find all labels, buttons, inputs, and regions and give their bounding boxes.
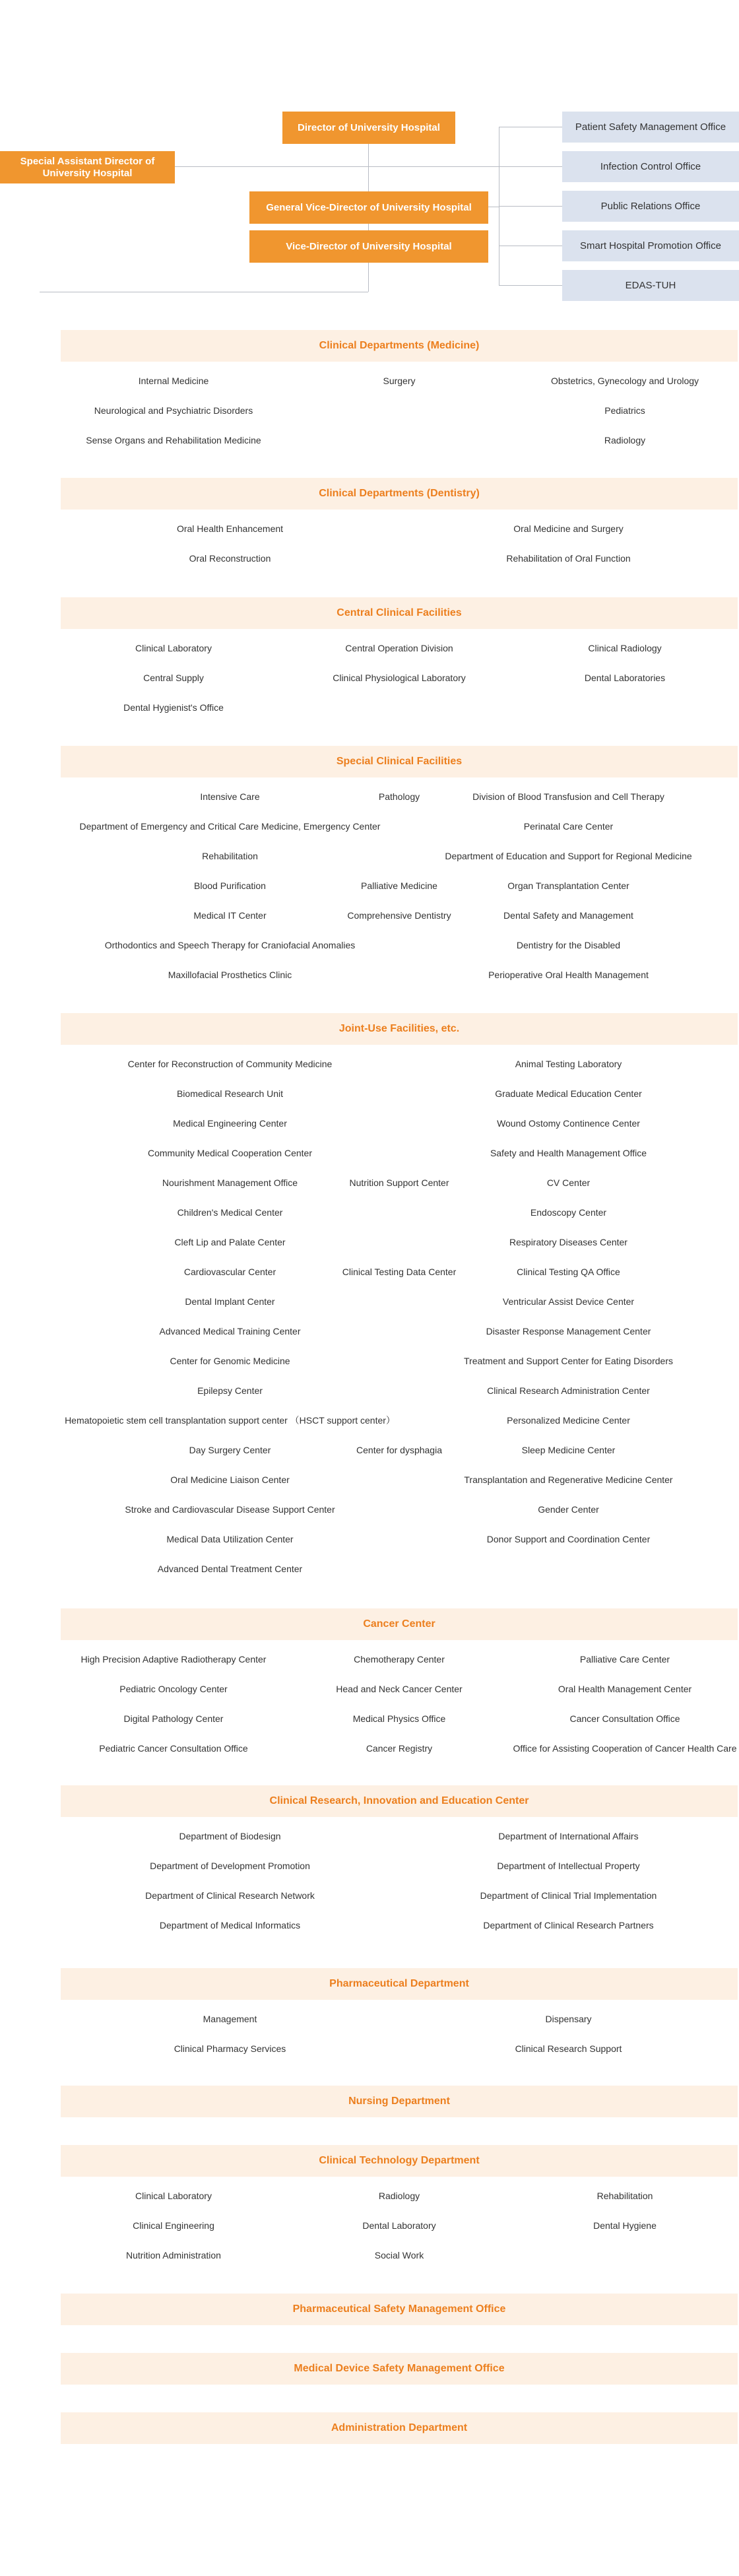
department-item[interactable]: Department of Medical Informatics [159, 1919, 301, 1931]
connector-line [499, 206, 562, 207]
department-item[interactable]: Clinical Physiological Laboratory [333, 672, 466, 683]
department-item[interactable]: Respiratory Diseases Center [509, 1236, 627, 1247]
department-item[interactable]: Sense Organs and Rehabilitation Medicine [86, 434, 261, 446]
section-6 [61, 1785, 738, 1940]
office-box[interactable] [562, 270, 739, 301]
office-label: Patient Safety Management Office [575, 121, 726, 133]
vice-director-box[interactable] [249, 230, 488, 263]
department-item[interactable]: Oral Health Management Center [558, 1683, 692, 1694]
department-item[interactable]: Oral Reconstruction [189, 552, 271, 564]
section-3 [61, 746, 738, 989]
department-item[interactable]: Medical Physics Office [352, 1713, 446, 1724]
department-item[interactable]: Pediatric Cancer Consultation Office [99, 1742, 248, 1754]
department-item[interactable]: Department of Clinical Research Partners [483, 1919, 654, 1931]
empty-cell [286, 692, 512, 722]
general-vice-director-box[interactable] [249, 191, 488, 224]
department-item[interactable]: Nourishment Management Office [162, 1177, 298, 1188]
department-item[interactable]: Clinical Research Support [515, 2043, 622, 2054]
department-item[interactable]: Rehabilitation [596, 2190, 653, 2201]
department-item[interactable]: Maxillofacial Prosthetics Clinic [168, 969, 292, 980]
department-item[interactable]: Dentistry for the Disabled [516, 939, 621, 950]
section-7 [61, 1968, 738, 2063]
director-label: Director of University Hospital [298, 121, 440, 133]
department-item[interactable]: Radiology [604, 434, 646, 446]
department-item[interactable]: Digital Pathology Center [123, 1713, 224, 1724]
department-item[interactable]: Disaster Response Management Center [486, 1325, 651, 1337]
department-item[interactable]: Transplantation and Regenerative Medicine Center [464, 1474, 673, 1485]
department-item[interactable]: Pathology [378, 791, 420, 802]
department-item[interactable]: Center for Genomic Medicine [170, 1355, 290, 1366]
department-item[interactable]: Nutrition Support Center [349, 1177, 449, 1188]
empty-cell [512, 692, 738, 722]
department-item[interactable]: Office for Assisting Cooperation of Cancer Health Care [513, 1742, 737, 1754]
office-label: Smart Hospital Promotion Office [580, 240, 721, 251]
department-item[interactable]: Dispensary [545, 2013, 592, 2024]
department-item[interactable]: Endoscopy Center [530, 1206, 607, 1218]
department-item[interactable]: Clinical Radiology [588, 642, 662, 653]
section-grid [61, 2004, 738, 2063]
department-item[interactable]: Clinical Pharmacy Services [174, 2043, 286, 2054]
section-header[interactable]: Clinical Research, Innovation and Education Center [61, 1785, 738, 1817]
department-item[interactable]: Oral Medicine and Surgery [513, 523, 624, 534]
section-grid [61, 781, 738, 989]
section-2 [61, 597, 738, 722]
department-item[interactable]: Cancer Consultation Office [569, 1713, 680, 1724]
section-10 [61, 2294, 738, 2325]
office-label: Infection Control Office [600, 161, 701, 172]
department-item[interactable]: Animal Testing Laboratory [515, 1058, 622, 1069]
section-grid [61, 1821, 738, 1940]
department-item[interactable]: Oral Medicine Liaison Center [170, 1474, 290, 1485]
section-header[interactable]: Clinical Departments (Medicine) [61, 330, 738, 362]
section-grid [61, 633, 738, 722]
department-item[interactable]: CV Center [546, 1177, 591, 1188]
department-item[interactable]: Rehabilitation [202, 850, 258, 861]
department-item[interactable]: Nutrition Administration [126, 2249, 221, 2261]
department-item[interactable]: Orthodontics and Speech Therapy for Craniofacial Anomalies [104, 939, 356, 950]
section-11 [61, 2353, 738, 2385]
section-grid [61, 513, 738, 573]
special-assistant-label: Special Assistant Director of University Hospital [20, 155, 155, 179]
department-item[interactable]: Central Operation Division [345, 642, 453, 653]
department-item[interactable]: Department of Development Promotion [150, 1860, 310, 1871]
department-item[interactable]: Donor Support and Coordination Center [486, 1533, 651, 1544]
office-box[interactable] [562, 112, 739, 143]
department-item[interactable]: Medical Data Utilization Center [166, 1533, 294, 1544]
section-header[interactable]: Clinical Technology Department [61, 2145, 738, 2177]
section-header[interactable]: Nursing Department [61, 2086, 738, 2117]
department-item[interactable]: Hematopoietic stem cell transplantation support center （HSCT support center） [65, 1414, 395, 1426]
department-item[interactable]: Department of Emergency and Critical Care Medicine, Emergency Center [79, 820, 381, 832]
department-item[interactable]: Dental Hygiene [593, 2220, 657, 2231]
department-item[interactable]: Social Work [374, 2249, 424, 2261]
department-item[interactable]: Perinatal Care Center [523, 820, 614, 832]
department-item[interactable]: Center for Reconstruction of Community Medicine [127, 1058, 333, 1069]
section-grid [61, 2181, 738, 2270]
section-header[interactable]: Cancer Center [61, 1608, 738, 1640]
department-item[interactable]: Stroke and Cardiovascular Disease Support Center [125, 1503, 335, 1515]
section-header[interactable]: Central Clinical Facilities [61, 597, 738, 629]
department-item[interactable]: Biomedical Research Unit [176, 1088, 284, 1099]
department-item[interactable]: Rehabilitation of Oral Function [506, 552, 631, 564]
department-item[interactable]: Neurological and Psychiatric Disorders [94, 405, 253, 416]
connector-line [175, 166, 368, 167]
department-item[interactable]: Comprehensive Dentistry [347, 909, 451, 921]
general-vice-director-label: General Vice-Director of University Hospital [266, 201, 472, 213]
section-header[interactable]: Administration Department [61, 2412, 738, 2444]
department-item[interactable]: Perioperative Oral Health Management [488, 969, 649, 980]
section-5 [61, 1608, 738, 1763]
department-item[interactable]: Pediatrics [604, 405, 645, 416]
empty-cell [286, 425, 512, 455]
section-4 [61, 1013, 738, 1583]
section-grid [61, 1049, 738, 1583]
connector-line [499, 166, 562, 167]
vice-director-label: Vice-Director of University Hospital [286, 240, 452, 252]
department-item[interactable]: Children's Medical Center [177, 1206, 283, 1218]
section-grid [61, 366, 738, 455]
department-item[interactable]: Surgery [383, 375, 416, 386]
department-item[interactable]: Clinical Testing QA Office [517, 1266, 620, 1277]
department-item[interactable]: Central Supply [143, 672, 204, 683]
section-9 [61, 2145, 738, 2270]
department-item[interactable]: Dental Safety and Management [503, 909, 633, 921]
section-grid [61, 1644, 738, 1763]
department-item[interactable]: Department of Clinical Research Network [145, 1890, 315, 1901]
department-item[interactable]: Dental Laboratory [362, 2220, 436, 2231]
department-item[interactable]: Safety and Health Management Office [490, 1147, 647, 1158]
department-item[interactable]: Radiology [378, 2190, 420, 2201]
department-item[interactable]: Cardiovascular Center [183, 1266, 276, 1277]
department-item[interactable]: Department of Intellectual Property [497, 1860, 640, 1871]
section-header[interactable]: Clinical Departments (Dentistry) [61, 478, 738, 510]
department-item[interactable]: Internal Medicine [138, 375, 209, 386]
section-header[interactable]: Pharmaceutical Safety Management Office [61, 2294, 738, 2325]
department-item[interactable]: Dental Implant Center [185, 1296, 275, 1307]
department-item[interactable]: Department of Clinical Trial Implementation [480, 1890, 657, 1901]
department-item[interactable]: Medical IT Center [193, 909, 267, 921]
department-item[interactable]: Epilepsy Center [197, 1385, 263, 1396]
department-item[interactable]: Organ Transplantation Center [507, 880, 629, 891]
department-item[interactable]: Dental Laboratories [584, 672, 666, 683]
department-item[interactable]: Dental Hygienist's Office [123, 702, 224, 713]
director-box[interactable] [282, 112, 455, 144]
department-item[interactable]: Intensive Care [200, 791, 260, 802]
department-item[interactable]: Center for dysphagia [356, 1444, 442, 1455]
department-item[interactable]: Community Medical Cooperation Center [148, 1147, 312, 1158]
department-item[interactable]: Treatment and Support Center for Eating Disorders [464, 1355, 673, 1366]
section-12 [61, 2412, 738, 2444]
section-1 [61, 478, 738, 573]
department-item[interactable]: Obstetrics, Gynecology and Urology [550, 375, 699, 386]
department-item[interactable]: Cleft Lip and Palate Center [174, 1236, 286, 1247]
department-item[interactable]: Clinical Research Administration Center [487, 1385, 650, 1396]
department-item[interactable]: Division of Blood Transfusion and Cell Therapy [472, 791, 664, 802]
department-item[interactable]: Department of International Affairs [498, 1830, 639, 1841]
department-item[interactable]: Clinical Laboratory [135, 2190, 212, 2201]
department-item[interactable]: Palliative Medicine [361, 880, 437, 891]
department-item[interactable]: Blood Purification [194, 880, 266, 891]
section-header[interactable]: Joint-Use Facilities, etc. [61, 1013, 738, 1045]
department-item[interactable]: Department of Education and Support for Regional Medicine [445, 850, 692, 861]
department-item[interactable]: Chemotherapy Center [354, 1653, 445, 1665]
department-item[interactable]: Advanced Medical Training Center [159, 1325, 301, 1337]
connector-line [368, 166, 499, 167]
department-item[interactable]: High Precision Adaptive Radiotherapy Center [80, 1653, 267, 1665]
empty-cell [286, 395, 512, 425]
section-0 [61, 330, 738, 455]
office-label: EDAS-TUH [625, 280, 676, 291]
connector-line [499, 285, 562, 286]
department-item[interactable]: Day Surgery Center [189, 1444, 271, 1455]
department-item[interactable]: Palliative Care Center [579, 1653, 670, 1665]
empty-cell [512, 2240, 738, 2270]
section-header[interactable]: Special Clinical Facilities [61, 746, 738, 777]
department-item[interactable]: Management [203, 2013, 257, 2024]
department-item[interactable]: Sleep Medicine Center [521, 1444, 616, 1455]
department-item[interactable]: Personalized Medicine Center [507, 1414, 630, 1426]
department-item[interactable]: Advanced Dental Treatment Center [157, 1563, 303, 1574]
department-item[interactable]: Wound Ostomy Continence Center [497, 1117, 640, 1129]
department-item[interactable]: Ventricular Assist Device Center [502, 1296, 635, 1307]
department-item[interactable]: Cancer Registry [366, 1742, 433, 1754]
office-box[interactable] [562, 151, 739, 182]
department-item[interactable]: Head and Neck Cancer Center [336, 1683, 463, 1694]
office-label: Public Relations Office [600, 201, 701, 212]
department-item[interactable]: Medical Engineering Center [173, 1117, 287, 1129]
special-assistant-box[interactable] [0, 151, 175, 183]
empty-cell [399, 1554, 738, 1583]
section-header[interactable]: Pharmaceutical Department [61, 1968, 738, 2000]
section-8 [61, 2086, 738, 2117]
department-item[interactable]: Gender Center [538, 1503, 599, 1515]
department-item[interactable]: Clinical Laboratory [135, 642, 212, 653]
department-item[interactable]: Pediatric Oncology Center [119, 1683, 228, 1694]
department-item[interactable]: Graduate Medical Education Center [495, 1088, 642, 1099]
department-item[interactable]: Clinical Engineering [133, 2220, 214, 2231]
department-item[interactable]: Oral Health Enhancement [176, 523, 284, 534]
department-item[interactable]: Clinical Testing Data Center [342, 1266, 457, 1277]
office-box[interactable] [562, 191, 739, 222]
section-header[interactable]: Medical Device Safety Management Office [61, 2353, 738, 2385]
department-item[interactable]: Department of Biodesign [179, 1830, 281, 1841]
office-box[interactable] [562, 230, 739, 261]
